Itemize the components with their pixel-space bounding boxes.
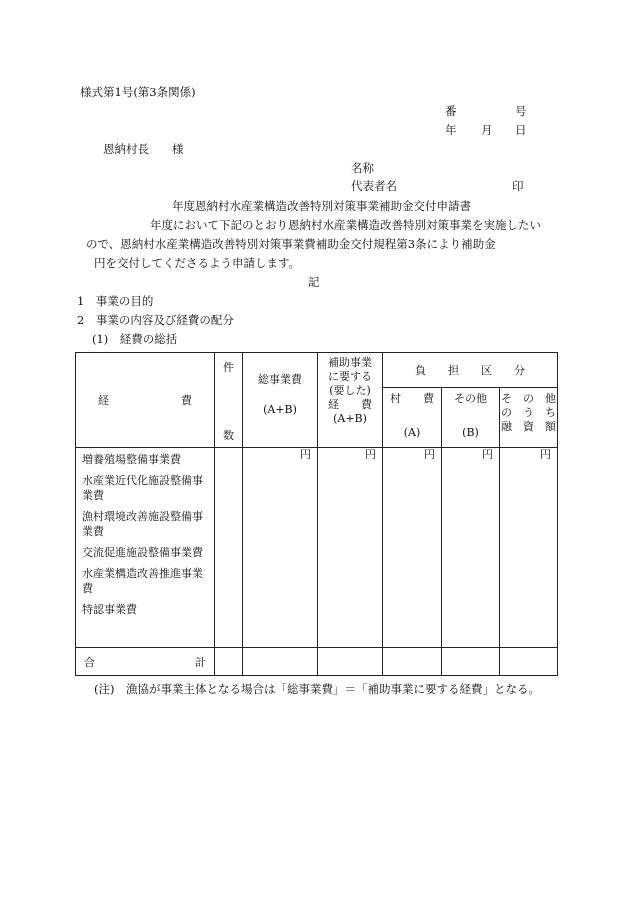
total-count-cell [215,648,243,676]
header-village-1: 村 費 [390,391,434,405]
table-row [76,448,558,648]
header-other-2: (B) [462,425,479,439]
header-expense [76,353,215,448]
total-total-cell [243,648,318,676]
header-subsidy [318,353,383,448]
applicant-rep-label: 代表者名 [351,179,397,193]
header-loan-1: そ の 他 [501,391,556,405]
number-label: 番 [445,104,457,118]
loan-cell [500,448,558,648]
header-count-2: 数 [223,429,234,442]
total-subsidy-cell [318,648,383,676]
total-label [76,648,215,676]
ki-label: 記 [308,275,320,289]
total-other-cell [442,648,500,676]
other-cell [442,448,500,648]
number-suffix: 号 [515,104,527,118]
list-item: 漁村環境改善施設整備事業費 [82,510,203,538]
date-year: 年 [445,123,457,137]
header-subsidy-4: 経 費 [328,398,372,411]
form-number: 様式第1号(第3条関係) [80,85,196,99]
yen-unit: 円 [482,448,493,461]
yen-unit: 円 [300,448,311,461]
applicant-name-label: 名称 [351,161,374,175]
expense-table [75,352,558,676]
total-label-1: 合 [84,655,95,669]
header-subsidy-3: (要した) [329,384,371,397]
header-total [243,353,318,448]
count-cell [215,448,243,648]
header-total-2: (A+B) [263,403,297,416]
header-village-2: (A) [403,425,421,439]
header-expense-2: 費 [181,394,192,407]
total-loan-cell [500,648,558,676]
header-other-1: その他 [454,391,487,405]
footnote: (注) 漁協が事業主体となる場合は「総事業費」＝「補助事業に要する経費」となる。 [94,682,540,696]
total-label-2: 計 [195,655,206,669]
header-burden: 負 担 区 分 [383,353,558,388]
header-other [442,387,500,447]
total-cell [243,448,318,648]
header-loan-2: の う ち [501,405,556,419]
header-expense-1: 経 [98,394,109,407]
document-title: 年度恩納村水産業構造改善特別対策事業補助金交付申請書 [172,199,471,213]
list-item: 増養殖場整備事業費 [82,453,181,466]
item-summary: (1) 経費の総括 [92,332,178,346]
village-cell [383,448,442,648]
yen-unit: 円 [424,448,435,461]
header-loan-3: 融 資 額 [501,419,556,433]
seal-mark: 印 [512,179,524,193]
body-line-1: 年度において下記のとおり恩納村水産業構造改善特別対策事業を実施したい [150,218,541,232]
yen-unit: 円 [365,448,376,461]
expense-item-list [76,448,215,648]
item-purpose: 1 事業の目的 [77,294,154,308]
yen-unit: 円 [540,448,551,461]
list-item: 水産業構造改善推進事業費 [82,567,203,595]
item-content: 2 事業の内容及び経費の配分 [77,313,234,327]
header-subsidy-2: に要する [328,370,372,383]
date-month: 月 [481,123,493,137]
header-subsidy-5: (A+B) [333,412,367,425]
addressee: 恩納村長 様 [103,142,184,156]
subsidy-cell [318,448,383,648]
header-subsidy-1: 補助事業 [328,356,372,369]
list-item: 交流促進施設整備事業費 [82,546,203,559]
total-village-cell [383,648,442,676]
header-total-1: 総事業費 [258,373,302,386]
list-item: 特認事業費 [82,603,137,616]
total-row [76,648,558,676]
header-village [383,387,442,447]
body-line-3: 円を交付してくださるよう申請します。 [94,256,301,270]
header-count-1: 件 [223,361,234,374]
body-line-2: ので、恩納村水産業構造改善特別対策事業費補助金交付規程第3条により補助金 [86,237,496,251]
header-count [215,353,243,448]
date-day: 日 [515,123,527,137]
header-loan [500,387,558,447]
list-item: 水産業近代化施設整備事業費 [82,474,203,502]
